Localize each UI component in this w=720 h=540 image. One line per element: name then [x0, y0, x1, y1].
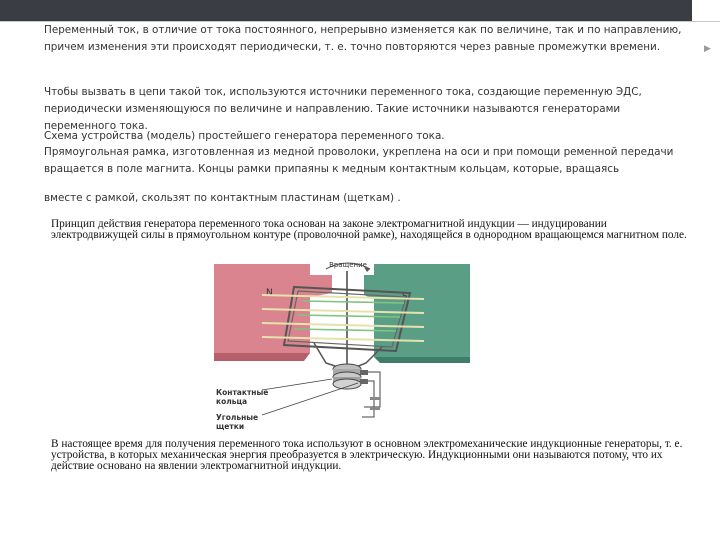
- pole-north-label: N: [266, 288, 273, 298]
- slide-marker-icon: ▶: [704, 44, 711, 54]
- paragraph-modern-generators: В настоящее время для получения переменного тока используют в основном электромеханические индукционные генераторы, т. е. устройства, в которых механическая энергия преобразуется в электрическую. Индукционными они называются потому, что их действие основано на явлении электромагнитной индукции.: [51, 438, 683, 472]
- generator-diagram: [214, 257, 484, 439]
- magnet-south-shade: [374, 357, 470, 363]
- brush-lower: [360, 379, 368, 384]
- paragraph-principle: Принцип действия генератора переменного тока основан на законе электромагнитной индукции — индуцировании электродвижущей силы в прямоугольном контуре (проволочной рамке), находящейся в однородном вращающемся магнитном поле.: [51, 218, 687, 241]
- rings-callout-line: [262, 379, 332, 390]
- wire-brush-upper: [364, 372, 380, 407]
- paragraph-sources: Чтобы вызвать в цепи такой ток, используются источники переменного тока, создающие переменную ЭДС, периодически изменяющуюся по величине и направлению. Такие источники называются генераторами переменного тока.: [44, 86, 642, 132]
- rotation-label: Вращение: [329, 261, 367, 269]
- top-bar-dark-band: [0, 0, 692, 21]
- rings-label-line-1: Контактные: [216, 388, 269, 397]
- magnet-north-shade: [214, 353, 310, 361]
- paragraph-intro: Переменный ток, в отличие от тока постоянного, непрерывно изменяется как по величине, так и по направлению, причем изменения эти происходят периодически, т. е. точно повторяются через равные промежутки времени.: [44, 24, 682, 53]
- rings-label-line-2: кольца: [216, 397, 248, 406]
- generator-diagram-svg: [214, 257, 484, 439]
- brushes-label-line-1: Угольные: [216, 413, 259, 422]
- terminal-2: [370, 407, 380, 410]
- terminal-1: [370, 397, 380, 400]
- brushes-label-line-2: щетки: [216, 422, 245, 431]
- slip-rings: [333, 364, 361, 389]
- slide-top-bar: [0, 0, 720, 22]
- paragraph-frame-description: Прямоугольная рамка, изготовленная из медной проволоки, укреплена на оси и при помощи ременной передачи вращается в поле магнита. Концы рамки припаяны к медным контактным кольцам, которые, вращаясь: [44, 146, 674, 175]
- magnet-south: [364, 264, 470, 357]
- brush-upper: [360, 370, 368, 375]
- pole-south-label: S: [402, 292, 408, 302]
- paragraph-frame-continued: вместе с рамкой, скользят по контактным пластинам (щеткам) .: [44, 192, 401, 204]
- paragraph-scheme-caption: Схема устройства (модель) простейшего генератора переменного тока.: [44, 130, 445, 142]
